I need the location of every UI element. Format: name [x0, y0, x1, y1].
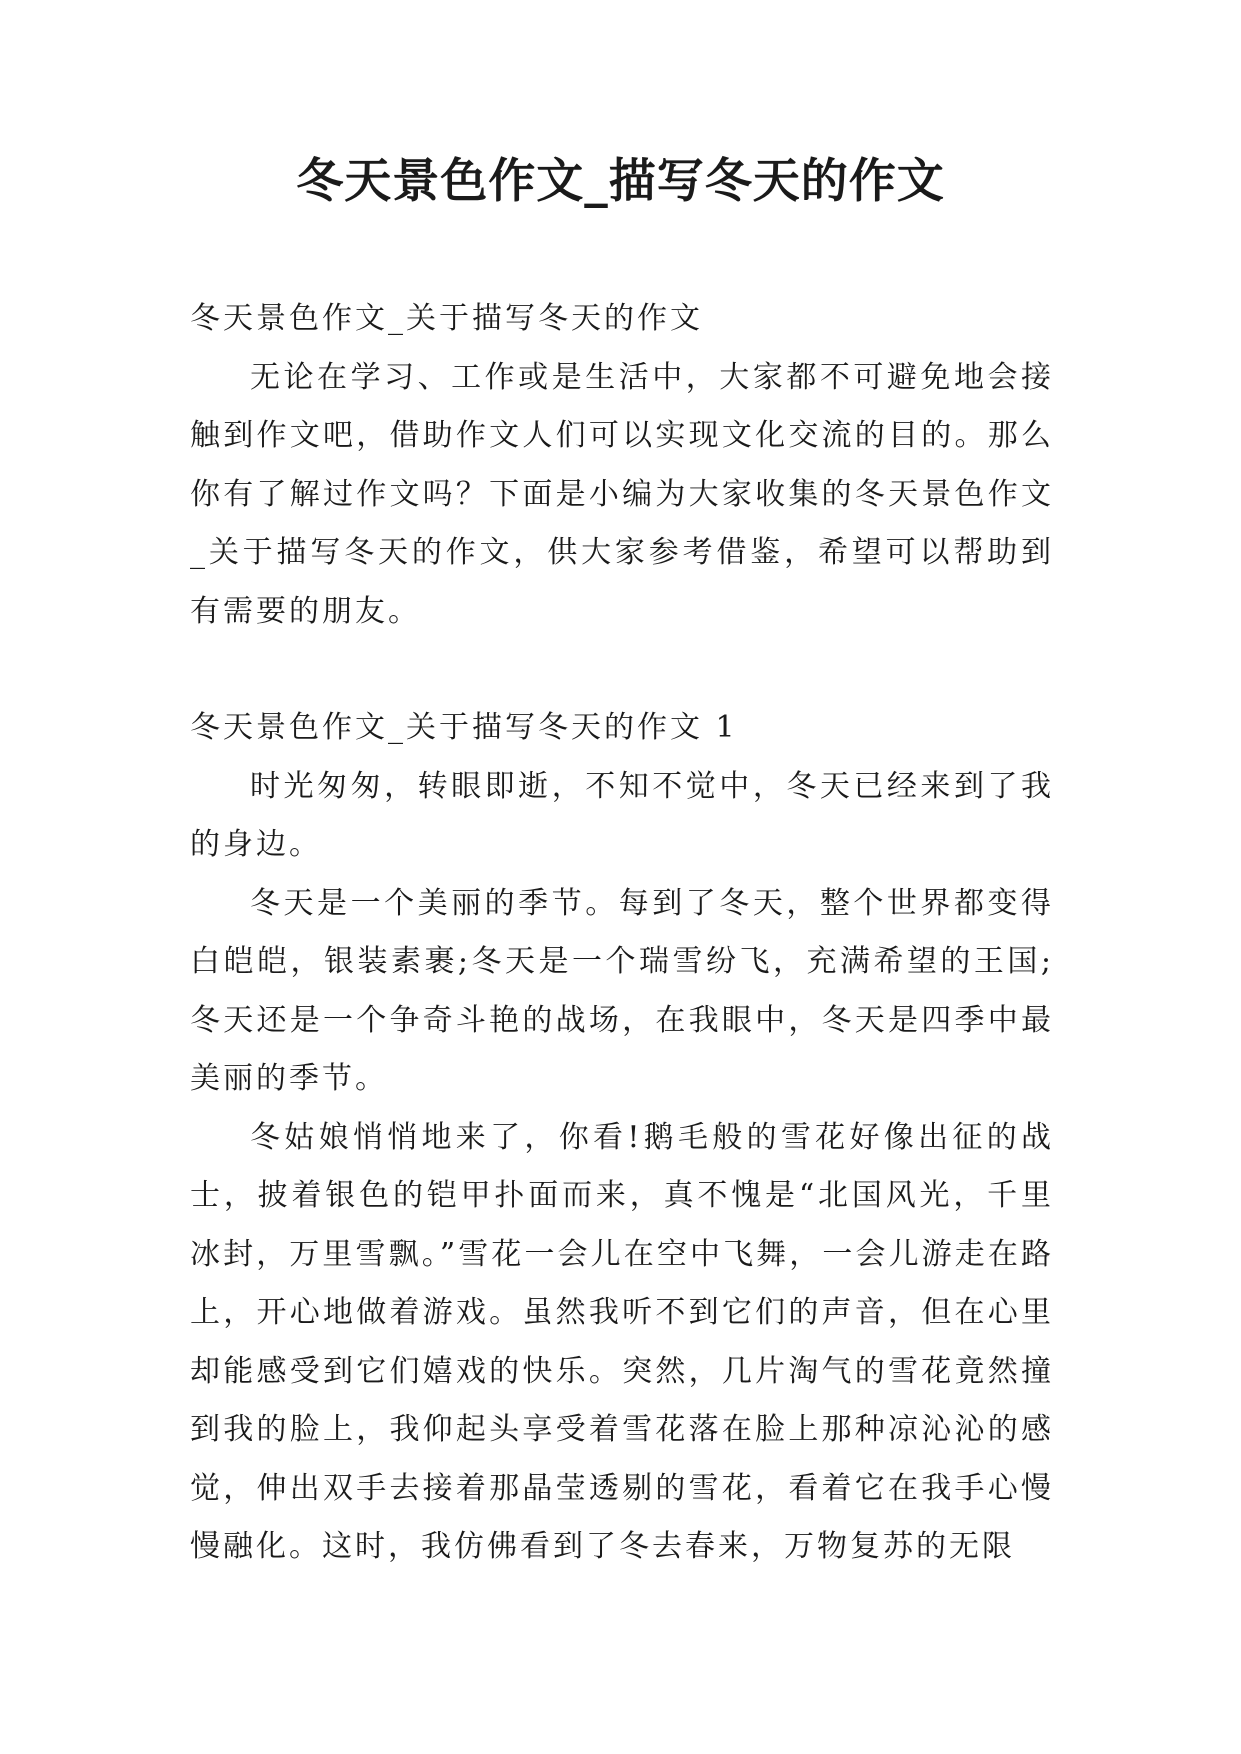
section-spacer — [190, 641, 1054, 699]
intro-heading: 冬天景色作文_关于描写冬天的作文 — [190, 301, 703, 336]
paragraph: 时光匆匆，转眼即逝，不知不觉中，冬天已经来到了我的身边。 — [190, 768, 1054, 862]
section-heading-1: 冬天景色作文_关于描写冬天的作文 1 — [190, 710, 738, 745]
paragraph: 冬天是一个美丽的季节。每到了冬天，整个世界都变得白皑皑，银装素裹;冬天是一个瑞雪纷飞，充满希望的王国;冬天还是一个争奇斗艳的战场，在我眼中，冬天是四季中最美丽的季节。 — [190, 885, 1054, 1096]
paragraph: 冬姑娘悄悄地来了，你看!鹅毛般的雪花好像出征的战士，披着银色的铠甲扑面而来，真不愧是“北国风光，千里冰封，万里雪飘。”雪花一会儿在空中飞舞，一会儿游走在路上，开心地做着游戏。虽然我听不到它们的声音，但在心里却能感受到它们嬉戏的快乐。突然，几片淘气的雪花竟然撞到我的脸上，我仰起头享受着雪花落在脸上那种凉沁沁的感觉，伸出双手去接着那晶莹透剔的雪花，看着它在我手心慢慢融化。这时，我仿佛看到了冬去春来，万物复苏的无限 — [190, 1119, 1054, 1564]
document-body — [190, 290, 1054, 1577]
document-title: 冬天景色作文_描写冬天的作文 — [296, 154, 945, 209]
intro-paragraph: 无论在学习、工作或是生活中，大家都不可避免地会接触到作文吧，借助作文人们可以实现文化交流的目的。那么你有了解过作文吗？下面是小编为大家收集的冬天景色作文_关于描写冬天的作文，供大家参考借鉴，希望可以帮助到有需要的朋友。 — [190, 359, 1054, 629]
